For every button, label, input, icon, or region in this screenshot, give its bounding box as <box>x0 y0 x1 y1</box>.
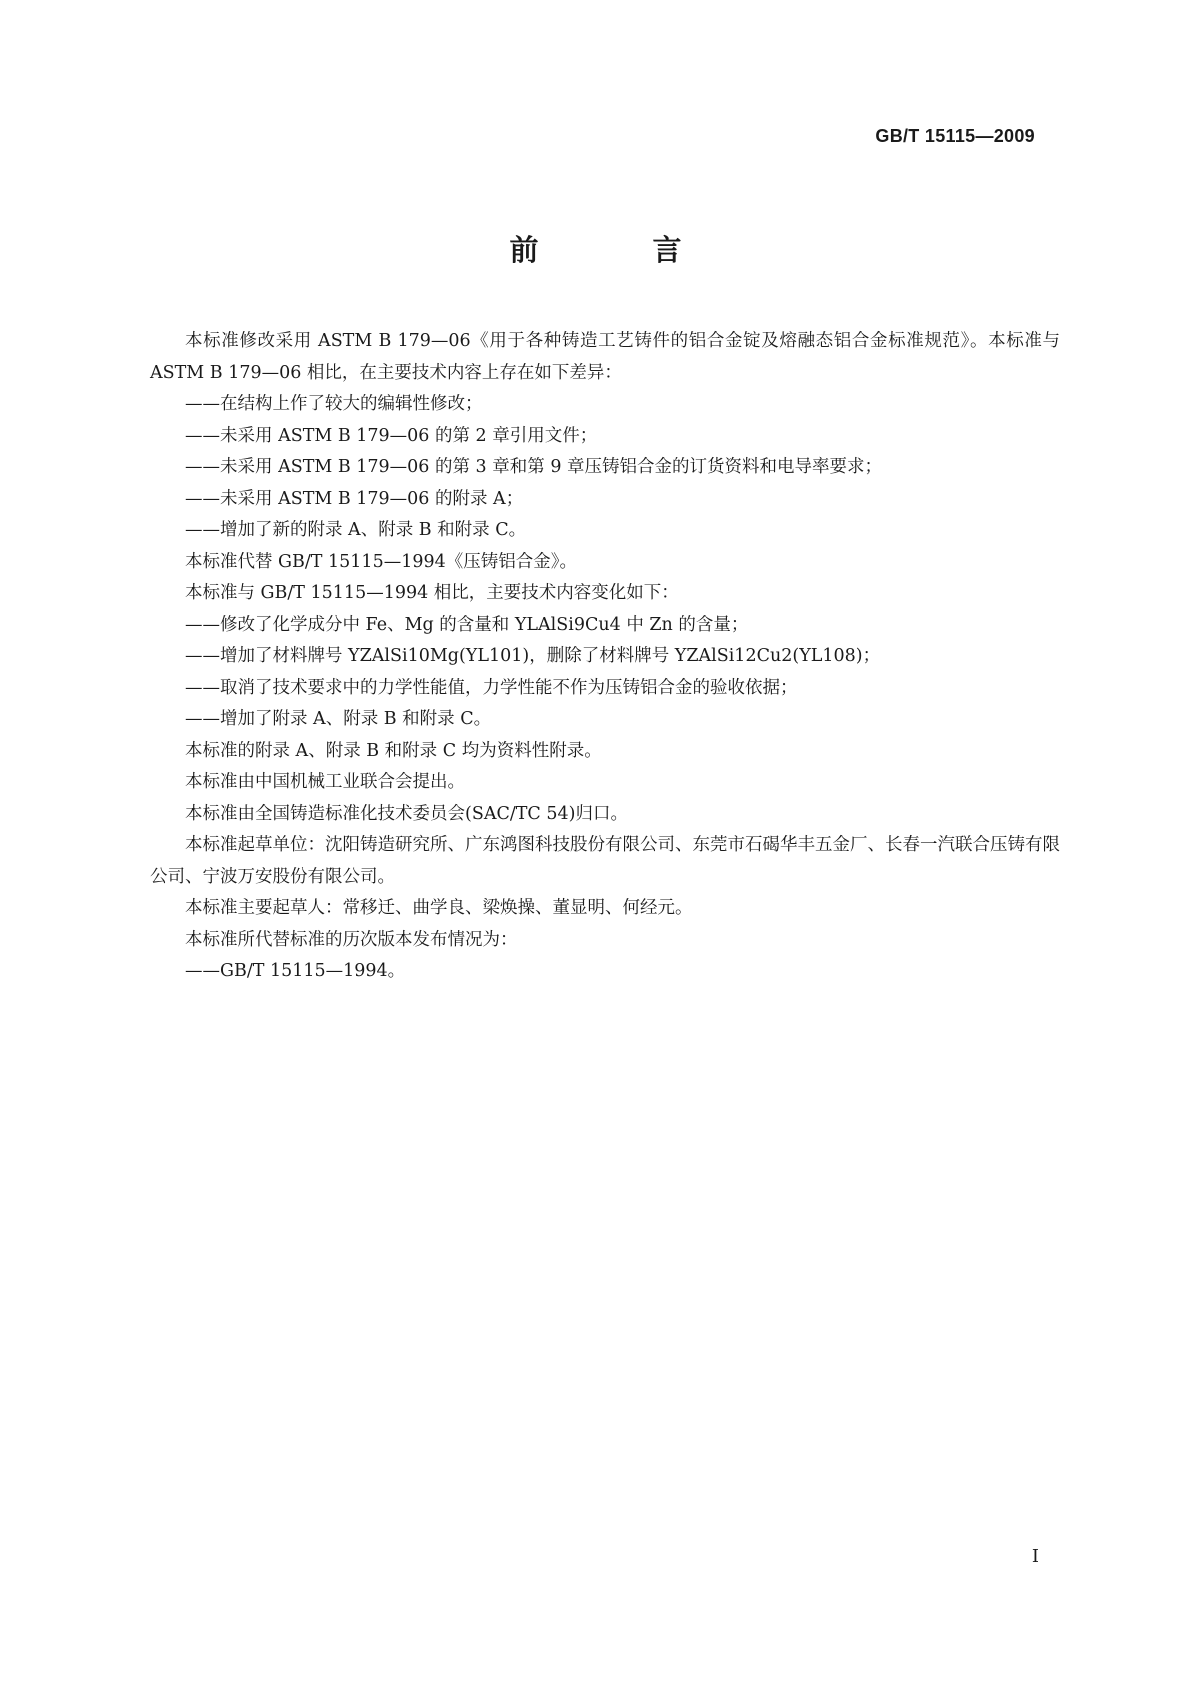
paragraph: 本标准代替 GB/T 15115—1994《压铸铝合金》。 <box>185 551 577 572</box>
paragraph: ——修改了化学成分中 Fe、Mg 的含量和 YLAlSi9Cu4 中 Zn 的含量； <box>185 614 749 635</box>
paragraph: ——GB/T 15115—1994。 <box>185 961 406 981</box>
page-number: I <box>1031 1546 1039 1567</box>
paragraph: ——未采用 ASTM B 179—06 的第 3 章和第 9 章压铸铝合金的订货资料和电导率要求； <box>185 457 883 477</box>
paragraph: ——未采用 ASTM B 179—06 的第 2 章引用文件； <box>185 425 598 446</box>
paragraph: ——取消了技术要求中的力学性能值，力学性能不作为压铸铝合金的验收依据； <box>185 677 798 698</box>
paragraph: ——未采用 ASTM B 179—06 的附录 A； <box>185 488 524 509</box>
paragraph: 本标准所代替标准的历次版本发布情况为： <box>185 929 518 950</box>
paragraph: 本标准主要起草人：常移迁、曲学良、梁焕操、董显明、何经元。 <box>185 898 693 918</box>
paragraph: 本标准由全国铸造标准化技术委员会(SAC/TC 54)归口。 <box>185 803 628 824</box>
paragraph: 本标准与 GB/T 15115—1994 相比，主要技术内容变化如下： <box>185 583 679 603</box>
paragraph: 本标准的附录 A、附录 B 和附录 C 均为资料性附录。 <box>185 740 602 761</box>
paragraph: ——增加了材料牌号 YZAlSi10Mg(YL101)，删除了材料牌号 YZAlSi12Cu2(YL108)； <box>185 646 881 666</box>
paragraph: ——增加了新的附录 A、附录 B 和附录 C。 <box>185 520 527 540</box>
page-title: 前 言 <box>509 233 734 267</box>
standard-code: GB/T 15115—2009 <box>875 126 1035 146</box>
paragraph: ——在结构上作了较大的编辑性修改； <box>185 394 483 414</box>
paragraph: ——增加了附录 A、附录 B 和附录 C。 <box>185 709 492 729</box>
paragraph: 本标准由中国机械工业联合会提出。 <box>185 772 465 792</box>
foreword-body <box>150 326 1060 988</box>
paragraph: 本标准修改采用 ASTM B 179—06《用于各种铸造工艺铸件的铝合金锭及熔融态铝合金标准规范》。本标准与 ASTM B 179—06 相比，在主要技术内容上存在如下差异： <box>150 331 1060 383</box>
paragraph: 本标准起草单位：沈阳铸造研究所、广东鸿图科技股份有限公司、东莞市石碣华丰五金厂、长春一汽联合压铸有限公司、宁波万安股份有限公司。 <box>150 835 1060 887</box>
